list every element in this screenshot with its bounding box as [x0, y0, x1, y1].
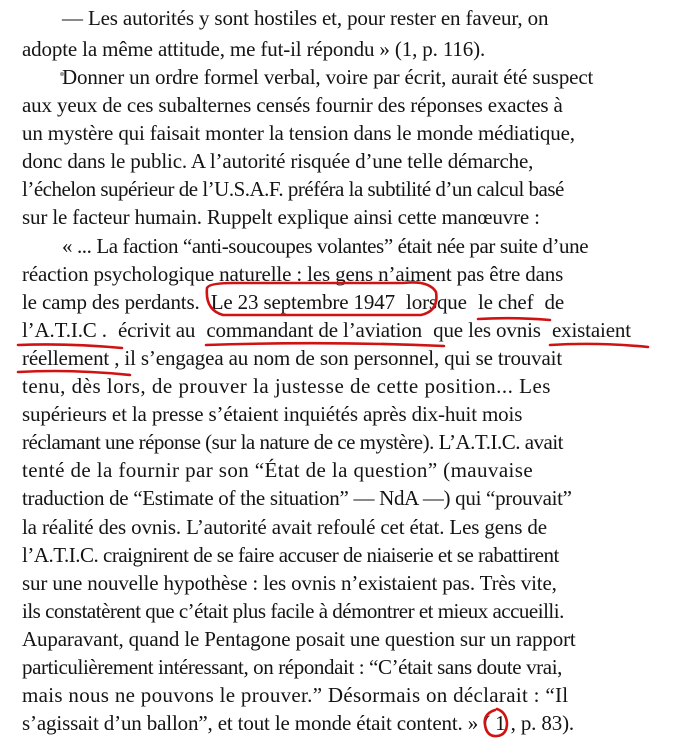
words-ecrivit-au: écrivit au: [118, 318, 196, 342]
line-11-start: le camp des perdants.: [22, 290, 200, 314]
line-08: sur le facteur humain. Ruppelt explique ainsi cette manœuvre :: [22, 205, 540, 229]
line-04: aux yeux de ces subalternes censés fournir des réponses exactes à: [22, 93, 563, 117]
line-24: particulièrement intéressant, on répondait : “C’était sans doute vrai,: [22, 655, 562, 679]
line-10: réaction psychologique naturelle : les gens n’aiment pas être dans: [22, 262, 564, 286]
line-06: donc dans le public. A l’autorité risquée d’une telle démarche,: [22, 149, 534, 173]
circled-reference: [490, 711, 511, 735]
line-07: l’échelon supérieur de l’U.S.A.F. préféra la subtilité d’un calcul basé: [22, 177, 564, 201]
underlined-atic: [22, 318, 102, 342]
underlined-commandant: [206, 318, 427, 342]
circled-date: [211, 290, 400, 314]
circled-date-text: Le 23 septembre 1947: [210, 290, 395, 314]
line-23: Auparavant, quand le Pentagone posait une question sur un rapport: [22, 627, 576, 651]
le-chef-text: le chef: [477, 290, 534, 314]
line-15: supérieurs et la presse s’étaient inquiétés après dix-huit mois: [22, 402, 523, 426]
line-01: — Les autorités y sont hostiles et, pour rester en faveur, on: [62, 6, 549, 30]
line-26-end: , p. 83).: [510, 711, 575, 735]
line-05: un mystère qui faisait monter la tension dans le monde médiatique,: [22, 121, 575, 145]
line-19: la réalité des ovnis. L’autorité avait refoulé cet état. Les gens de: [22, 515, 547, 539]
line-02: adopte la même attitude, me fut-il répondu » (1, p. 116).: [22, 37, 486, 61]
line-13-rest: , il s’engagea au nom de son personnel, qui se trouvait: [114, 346, 563, 370]
words-que-les-ovnis: que les ovnis: [433, 318, 541, 342]
line-21: sur une nouvelle hypothèse : les ovnis n’existaient pas. Très vite,: [22, 571, 557, 595]
line-12: l’A.T.I.C . écrivit au commandant de l’aviation que les ovnis existaient: [22, 320, 631, 341]
line-14: tenu, dès lors, de prouver la justesse de cette position... Les: [22, 374, 551, 398]
line-25: mais nous ne pouvons le prouver.” Désormais on déclarait : “Il: [22, 683, 569, 707]
word-de: de: [544, 290, 565, 314]
underlined-existaient: [552, 318, 631, 342]
line-18: traduction de “Estimate of the situation” — NdA —) qui “prouvait”: [22, 486, 572, 510]
existaient-text: existaient: [551, 318, 631, 342]
underlined-le-chef: [478, 290, 539, 314]
line-26: [22, 713, 574, 734]
line-22: ils constatèrent que c’était plus facile à démontrer et mieux accueilli.: [22, 599, 564, 623]
word-lorsque: lorsque: [406, 290, 467, 314]
underlined-reellement: [22, 346, 114, 370]
line-17: tenté de la fournir par son “État de la question” (mauvaise: [22, 458, 534, 482]
circled-reference-text: 1: [495, 711, 506, 735]
line-26-start: s’agissait d’un ballon”, et tout le monde était content. » (: [22, 711, 491, 735]
reellement-text: réellement: [22, 346, 110, 370]
line-03: Donner un ordre formel verbal, voire par écrit, aurait été suspect: [62, 65, 594, 89]
line-20: l’A.T.I.C. craignirent de se faire accuser de niaiserie et se rabattirent: [22, 543, 559, 567]
line-09: « ... La faction “anti-soucoupes volantes” était née par suite d’une: [62, 234, 589, 258]
line-13: [22, 348, 562, 369]
red-circle-mark: [490, 711, 491, 712]
commandant-text: commandant de l’aviation: [206, 318, 422, 342]
atic-text: l’A.T.I.C: [22, 318, 97, 342]
line-16: réclamant une réponse (sur la nature de ce mystère). L’A.T.I.C. avait: [22, 430, 564, 454]
line-11: [22, 292, 564, 313]
